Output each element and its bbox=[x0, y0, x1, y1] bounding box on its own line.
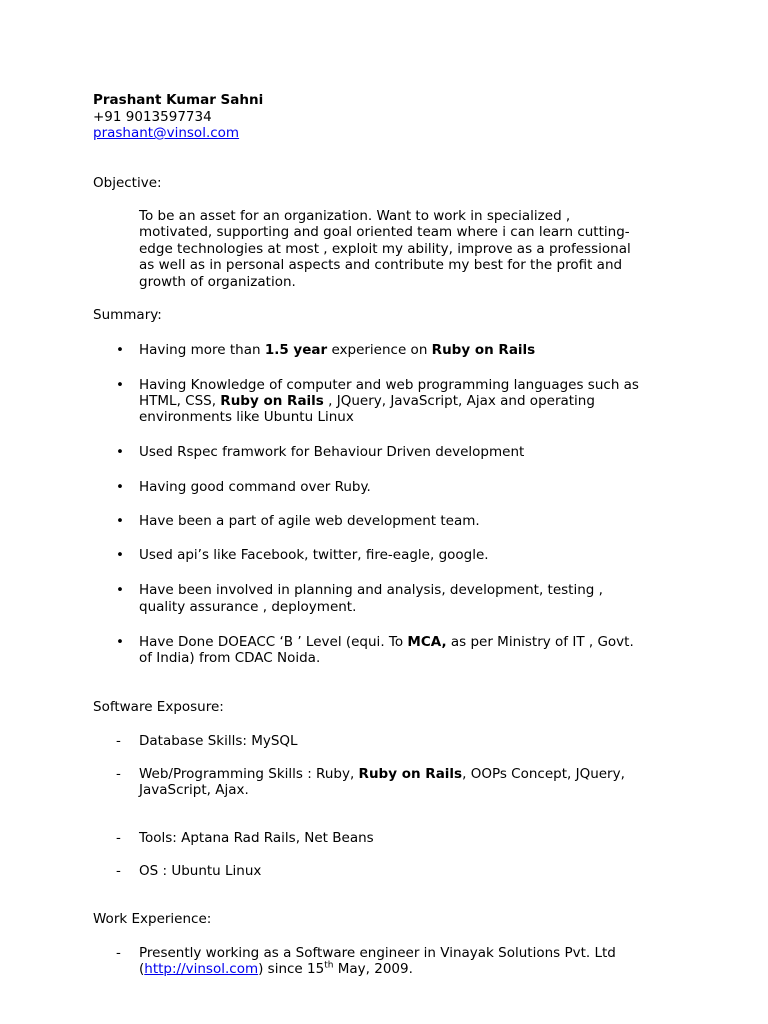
bullet-icon: • bbox=[116, 479, 124, 495]
software-heading: Software Exposure: bbox=[93, 699, 224, 715]
objective-line: edge technologies at most , exploit my ability, improve as a professional bbox=[139, 241, 631, 257]
dash-bullet-icon: - bbox=[116, 863, 121, 879]
company-website-link[interactable]: http://vinsol.com bbox=[144, 961, 259, 977]
software-item: Database Skills: MySQL bbox=[139, 733, 298, 749]
summary-item: Used Rspec framwork for Behaviour Driven development bbox=[139, 444, 525, 460]
email-link[interactable]: prashant@vinsol.com bbox=[93, 125, 240, 141]
bullet-icon: • bbox=[116, 377, 124, 393]
software-item: Tools: Aptana Rad Rails, Net Beans bbox=[139, 830, 374, 846]
summary-heading: Summary: bbox=[93, 307, 162, 323]
summary-item-line: Have been involved in planning and analysis, development, testing , bbox=[139, 582, 603, 598]
software-item-line: Web/Programming Skills : Ruby, Ruby on Rails, OOPs Concept, JQuery, bbox=[139, 766, 625, 782]
phone-number: +91 9013597734 bbox=[93, 109, 212, 125]
dash-bullet-icon: - bbox=[116, 830, 121, 846]
summary-item-line: Having Knowledge of computer and web programming languages such as bbox=[139, 377, 639, 393]
work-heading: Work Experience: bbox=[93, 911, 212, 927]
bullet-icon: • bbox=[116, 444, 124, 460]
summary-item: Used api’s like Facebook, twitter, fire-eagle, google. bbox=[139, 547, 489, 563]
dash-bullet-icon: - bbox=[116, 945, 121, 961]
objective-line: motivated, supporting and goal oriented team where i can learn cutting- bbox=[139, 224, 630, 240]
bullet-icon: • bbox=[116, 634, 124, 650]
bullet-icon: • bbox=[116, 582, 124, 598]
objective-line: as well as in personal aspects and contribute my best for the profit and bbox=[139, 257, 623, 273]
summary-item-line: HTML, CSS, Ruby on Rails , JQuery, JavaScript, Ajax and operating bbox=[139, 393, 595, 409]
software-item: OS : Ubuntu Linux bbox=[139, 863, 262, 879]
summary-item-line: Have Done DOEACC ‘B ’ Level (equi. To MCA, as per Ministry of IT , Govt. bbox=[139, 634, 634, 650]
summary-item-line: quality assurance , deployment. bbox=[139, 599, 357, 615]
summary-item-line: of India) from CDAC Noida. bbox=[139, 650, 321, 666]
work-item-line: (http://vinsol.com) since 15th May, 2009. bbox=[139, 960, 413, 977]
summary-item: Having good command over Ruby. bbox=[139, 479, 371, 495]
candidate-name: Prashant Kumar Sahni bbox=[93, 92, 264, 108]
bullet-icon: • bbox=[116, 342, 124, 358]
objective-line: To be an asset for an organization. Want to work in specialized , bbox=[139, 208, 571, 224]
work-item-line: Presently working as a Software engineer in Vinayak Solutions Pvt. Ltd bbox=[139, 945, 616, 961]
summary-item: Have been a part of agile web development team. bbox=[139, 513, 480, 529]
dash-bullet-icon: - bbox=[116, 766, 121, 782]
summary-item: Having more than 1.5 year experience on Ruby on Rails bbox=[139, 342, 536, 358]
bullet-icon: • bbox=[116, 547, 124, 563]
dash-bullet-icon: - bbox=[116, 733, 121, 749]
objective-heading: Objective: bbox=[93, 175, 162, 191]
summary-item-line: environments like Ubuntu Linux bbox=[139, 409, 354, 425]
bullet-icon: • bbox=[116, 513, 124, 529]
objective-line: growth of organization. bbox=[139, 274, 296, 290]
software-item-line: JavaScript, Ajax. bbox=[139, 782, 249, 798]
